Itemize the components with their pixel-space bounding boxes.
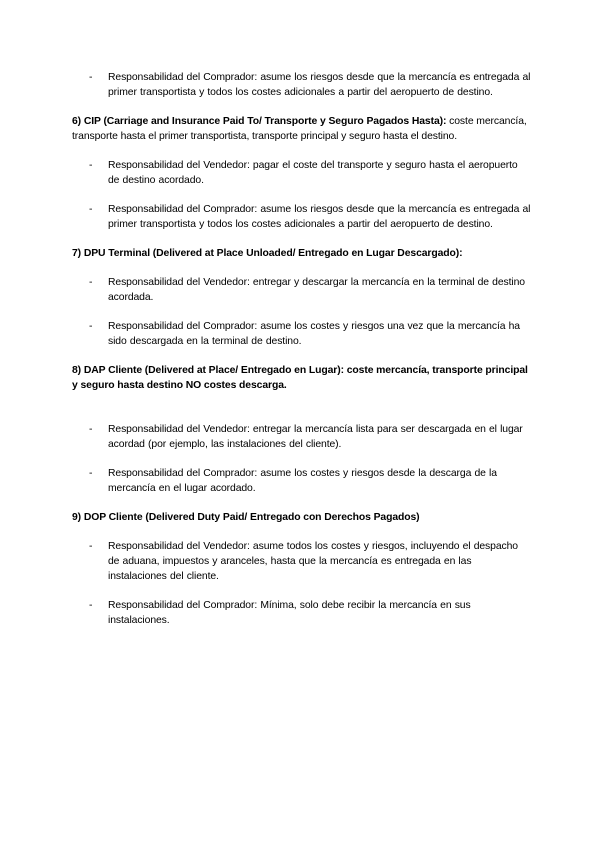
document-body bbox=[72, 70, 532, 628]
bullet-text: Responsabilidad del Vendedor: asume todos los costes y riesgos, incluyendo el despacho de aduana, impuestos y aranceles, hasta que la mercancía es entregada en las instalaciones del cliente. bbox=[108, 541, 518, 582]
bullet-dash: - bbox=[89, 204, 93, 215]
bullet-item bbox=[72, 70, 532, 100]
bullet-item bbox=[72, 466, 532, 496]
section-heading-dop bbox=[72, 510, 532, 525]
bullet-item bbox=[72, 539, 532, 584]
bullet-dash: - bbox=[89, 468, 93, 479]
bullet-item bbox=[72, 598, 532, 628]
section-heading-bold: 9) DOP Cliente (Delivered Duty Paid/ Entregado con Derechos Pagados) bbox=[72, 512, 420, 523]
section-heading-rest: coste mercancía, transporte hasta el primer transportista, transporte principal y seguro hasta el destino. bbox=[72, 116, 527, 142]
bullet-text: Responsabilidad del Comprador: asume los riesgos desde que la mercancía es entregada al primer transportista y todos los costes adicionales a partir del aeropuerto de destino. bbox=[108, 72, 531, 98]
bullet-item bbox=[72, 158, 532, 188]
bullet-dash: - bbox=[89, 541, 93, 552]
bullet-dash: - bbox=[89, 424, 93, 435]
bullet-item bbox=[72, 319, 532, 349]
section-heading-cip bbox=[72, 114, 532, 144]
bullet-dash: - bbox=[89, 160, 93, 171]
section-heading-bold: 6) CIP (Carriage and Insurance Paid To/ Transporte y Seguro Pagados Hasta): bbox=[72, 116, 447, 127]
section-heading-dap bbox=[72, 363, 532, 393]
bullet-item bbox=[72, 275, 532, 305]
bullet-text: Responsabilidad del Vendedor: entregar la mercancía lista para ser descargada en el lugar acordad (por ejemplo, las instalaciones del cliente). bbox=[108, 424, 523, 450]
bullet-item bbox=[72, 422, 532, 452]
section-heading-dpu bbox=[72, 246, 532, 261]
bullet-text: Responsabilidad del Vendedor: pagar el coste del transporte y seguro hasta el aeropuerto de destino acordado. bbox=[108, 160, 518, 186]
bullet-dash: - bbox=[89, 277, 93, 288]
bullet-text: Responsabilidad del Comprador: Mínima, solo debe recibir la mercancía en sus instalaciones. bbox=[108, 600, 471, 626]
bullet-dash: - bbox=[89, 72, 93, 83]
bullet-text: Responsabilidad del Comprador: asume los costes y riesgos desde la descarga de la mercancía en el lugar acordado. bbox=[108, 468, 497, 494]
bullet-dash: - bbox=[89, 321, 93, 332]
bullet-item bbox=[72, 202, 532, 232]
section-heading-bold: 7) DPU Terminal (Delivered at Place Unloaded/ Entregado en Lugar Descargado): bbox=[72, 248, 463, 259]
bullet-dash: - bbox=[89, 600, 93, 611]
bullet-text: Responsabilidad del Vendedor: entregar y descargar la mercancía en la terminal de destino acordada. bbox=[108, 277, 525, 303]
section-heading-bold: 8) DAP Cliente (Delivered at Place/ Entregado en Lugar): coste mercancía, transporte principal y seguro hasta destino NO costes descarga. bbox=[72, 365, 528, 391]
bullet-text: Responsabilidad del Comprador: asume los costes y riesgos una vez que la mercancía ha sido descargada en la terminal de destino. bbox=[108, 321, 520, 347]
bullet-text: Responsabilidad del Comprador: asume los riesgos desde que la mercancía es entregada al primer transportista y todos los costes adicionales a partir del aeropuerto de destino. bbox=[108, 204, 531, 230]
